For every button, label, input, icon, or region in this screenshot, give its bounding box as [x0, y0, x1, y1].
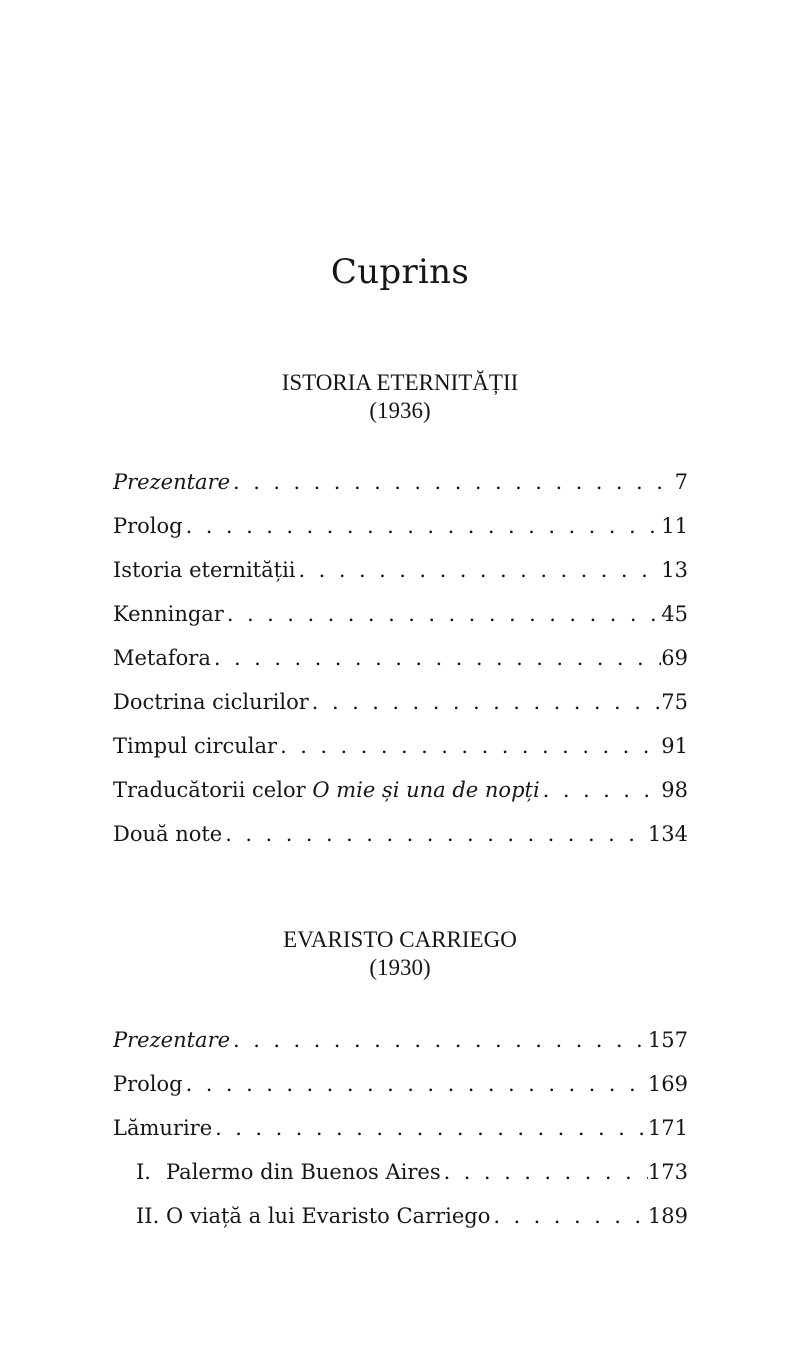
- toc-entry-label: Prezentare: [113, 1028, 231, 1052]
- toc-entry-label: O viață a lui Evaristo Carriego: [166, 1204, 491, 1228]
- toc-entry-timpul-circular[interactable]: [113, 730, 688, 762]
- toc-entry-page: 13: [661, 558, 688, 582]
- toc-entry-label: Doctrina ciclurilor: [113, 690, 309, 714]
- toc-entry-page: 157: [647, 1028, 688, 1052]
- toc-leader-dots: [280, 730, 661, 762]
- toc-entry-label: Prezentare: [113, 470, 231, 494]
- toc-entry-prolog[interactable]: [113, 510, 688, 542]
- toc-entry-doua-note[interactable]: [113, 818, 688, 850]
- toc-entry-page: 75: [661, 690, 688, 714]
- toc-leader-dots: [233, 466, 675, 498]
- toc-entry-prezentare[interactable]: [113, 1024, 688, 1056]
- toc-leader-dots: [543, 774, 662, 806]
- toc-entry-label: Traducătorii celor: [113, 778, 313, 802]
- toc-entry-lamurire[interactable]: [113, 1112, 688, 1144]
- section-year: (1936): [369, 398, 431, 423]
- toc-entry-label-italic: O mie și una de nopți: [312, 778, 540, 802]
- toc-entry-page: 98: [661, 778, 688, 802]
- toc-entry-o-viata[interactable]: [136, 1200, 688, 1232]
- toc-entry-label: Kenningar: [113, 602, 224, 626]
- toc-leader-dots: [186, 510, 662, 542]
- toc-entry-label: Palermo din Buenos Aires: [166, 1160, 441, 1184]
- toc-entry-label: Istoria eternității: [113, 558, 296, 582]
- toc-entry-page: 134: [647, 822, 688, 846]
- toc-entry-page: 173: [647, 1160, 688, 1184]
- toc-entry-page: 171: [647, 1116, 688, 1140]
- toc-entry-metafora[interactable]: [113, 642, 688, 674]
- toc-leader-dots: [312, 686, 661, 718]
- toc-entry-traducatorii[interactable]: [113, 774, 688, 806]
- toc-entry-page: 169: [647, 1072, 688, 1096]
- toc-entry-prolog[interactable]: [113, 1068, 688, 1100]
- toc-entry-page: 189: [647, 1204, 688, 1228]
- toc-leader-dots: [493, 1200, 648, 1232]
- toc-entry-page: 91: [661, 734, 688, 758]
- toc-leader-dots: [227, 598, 661, 630]
- toc-entry-page: 7: [674, 470, 688, 494]
- toc-entry-prezentare[interactable]: [113, 466, 688, 498]
- toc-leader-dots: [299, 554, 662, 586]
- toc-entry-kenningar[interactable]: [113, 598, 688, 630]
- toc-entry-palermo[interactable]: [136, 1156, 688, 1188]
- toc-leader-dots: [215, 1112, 648, 1144]
- page-title: Cuprins: [330, 252, 470, 292]
- toc-entry-label: Două note: [113, 822, 223, 846]
- toc-entry-label: Lămurire: [113, 1116, 213, 1140]
- toc-leader-dots: [225, 818, 648, 850]
- toc-entry-page: 45: [661, 602, 688, 626]
- toc-entry-label: Prolog: [113, 1072, 183, 1096]
- toc-leader-dots: [233, 1024, 648, 1056]
- toc-leader-dots: [186, 1068, 648, 1100]
- toc-leader-dots: [214, 642, 661, 674]
- toc-entry-label: Timpul circular: [113, 734, 278, 758]
- section-year: (1930): [369, 955, 431, 980]
- toc-entry-label: Metafora: [113, 646, 211, 670]
- toc-entry-page: 69: [661, 646, 688, 670]
- section-heading: ISTORIA ETERNITĂȚII: [281, 370, 519, 395]
- section-heading: EVARISTO CARRIEGO: [283, 927, 517, 952]
- toc-entry-istoria-eternitatii[interactable]: [113, 554, 688, 586]
- toc-entry-number: II.: [136, 1204, 160, 1228]
- toc-leader-dots: [444, 1156, 648, 1188]
- toc-entry-label: Prolog: [113, 514, 183, 538]
- toc-entry-page: 11: [661, 514, 688, 538]
- toc-entry-number: I.: [136, 1160, 151, 1184]
- toc-entry-doctrina-ciclurilor[interactable]: [113, 686, 688, 718]
